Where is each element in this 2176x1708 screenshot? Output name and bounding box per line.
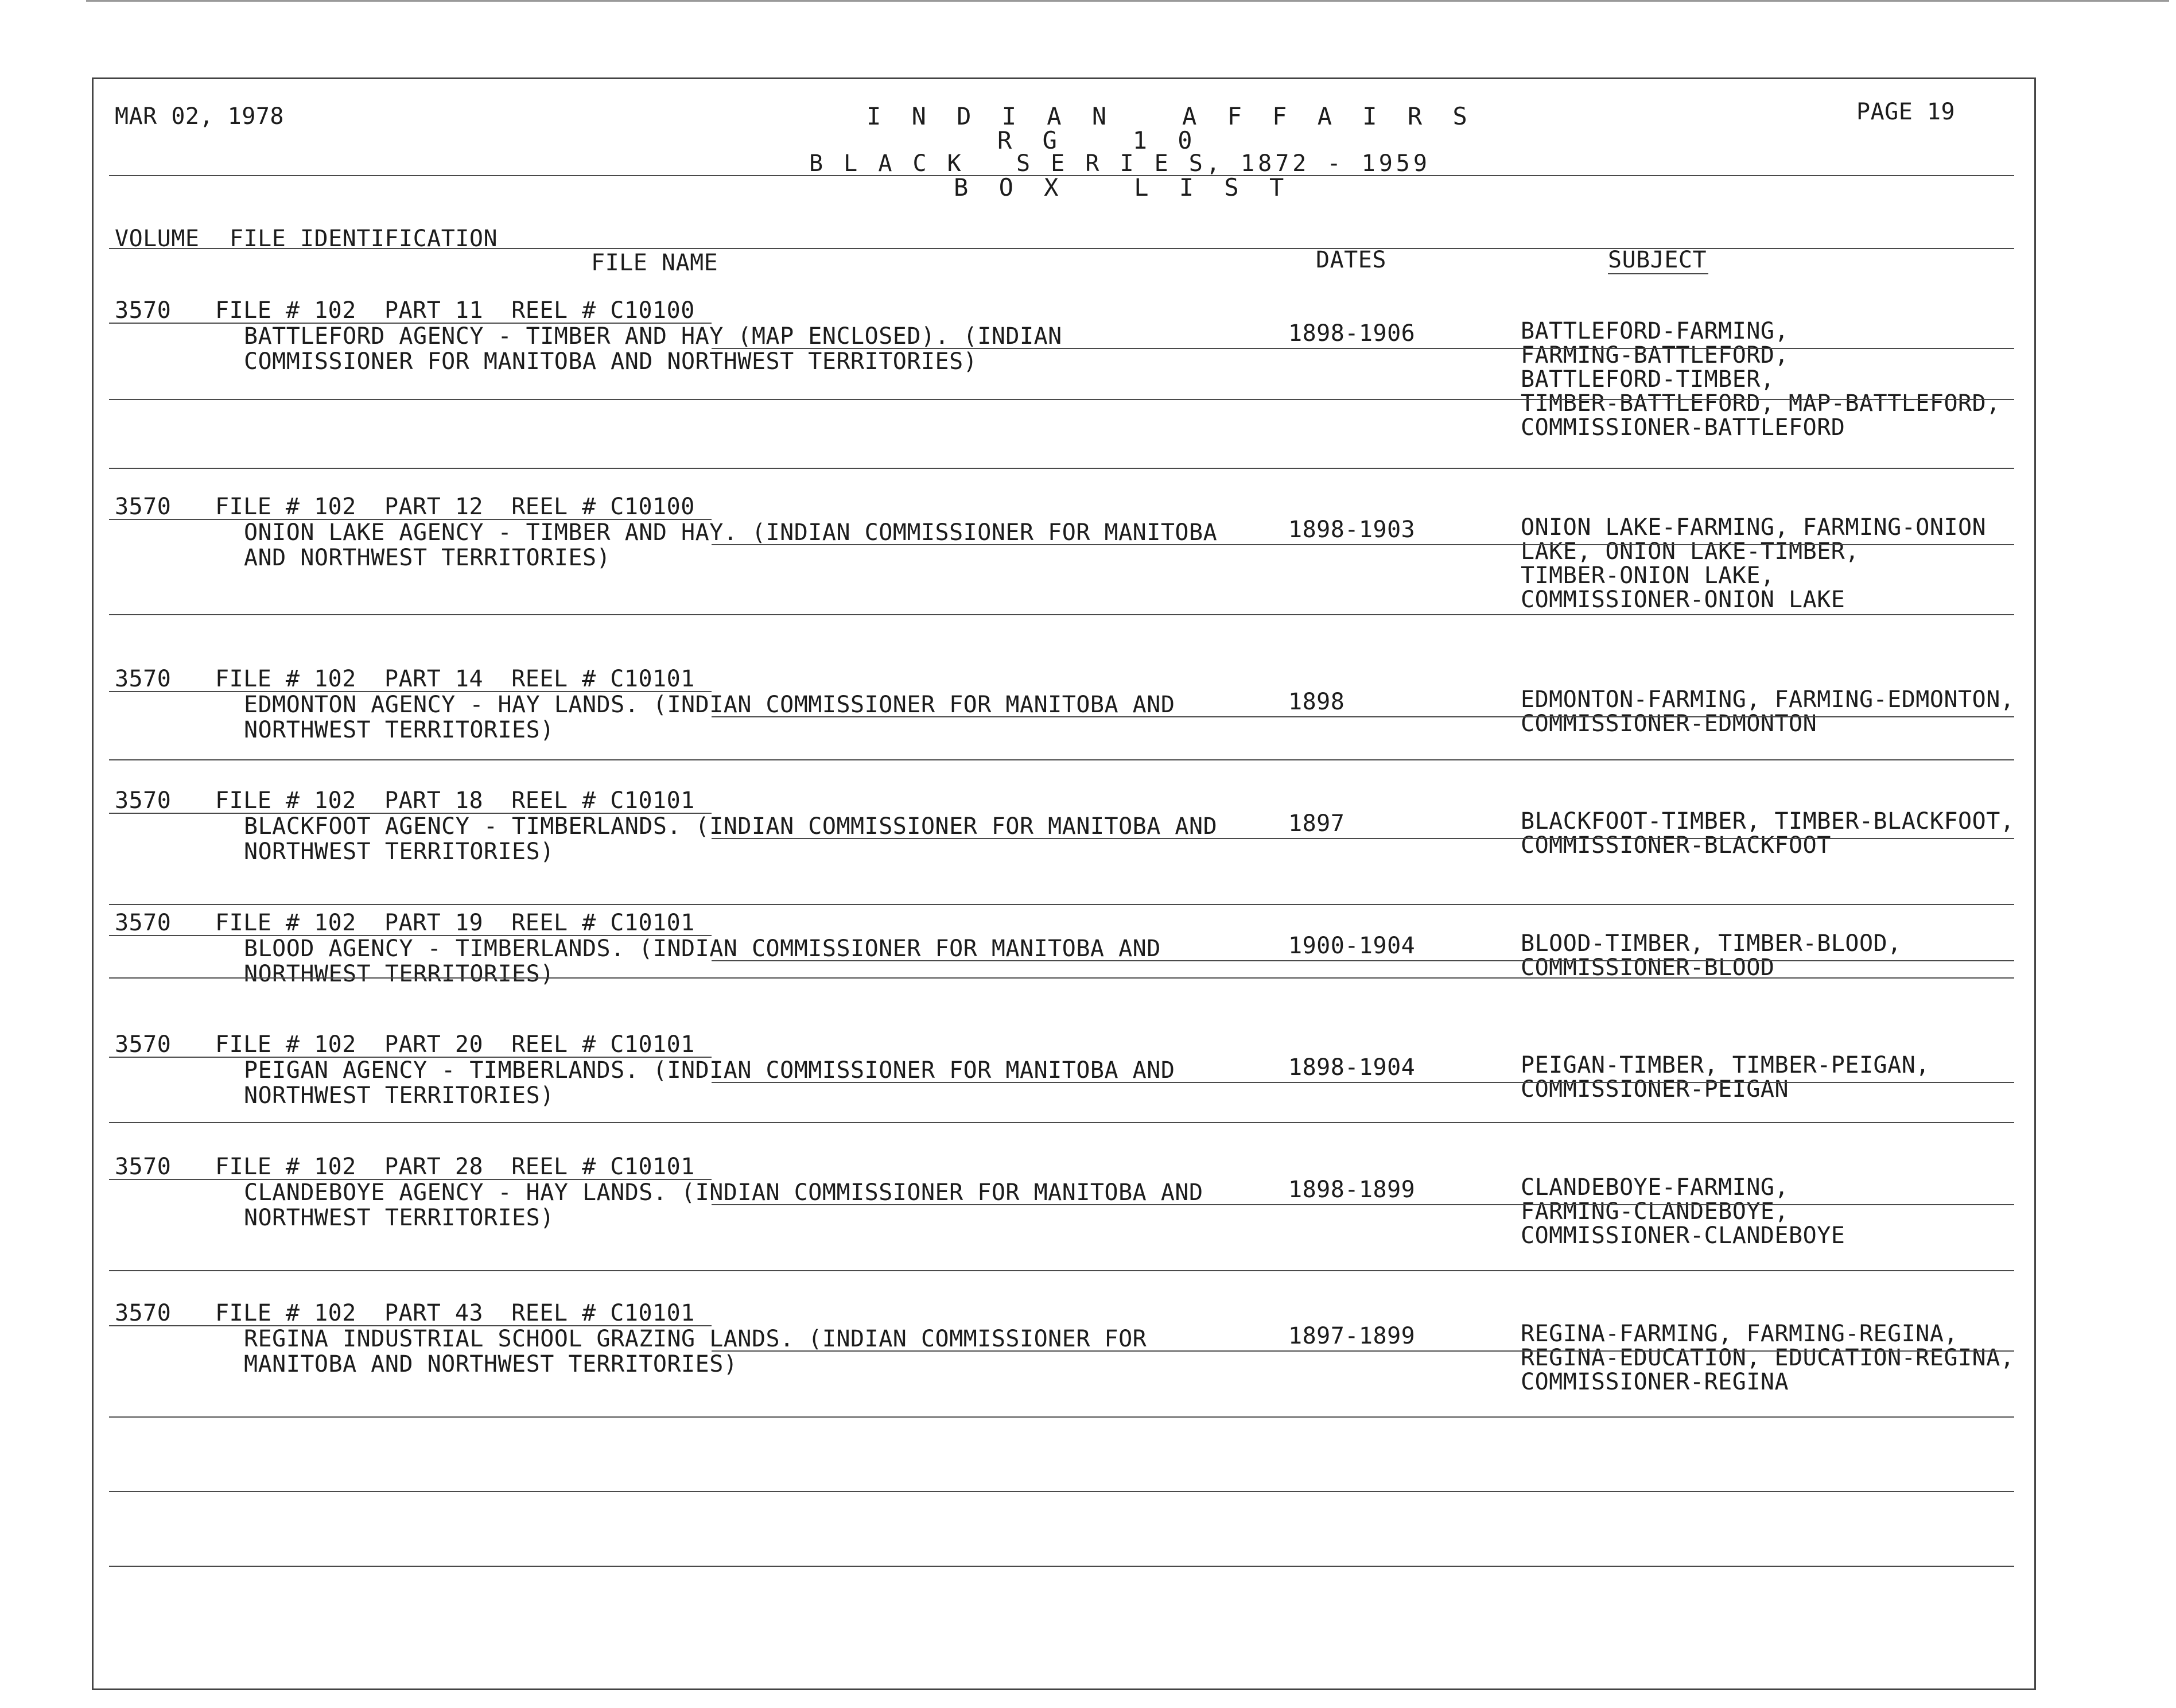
entry-volume: 3570: [115, 1031, 172, 1058]
entry-volume: 3570: [115, 1300, 172, 1326]
section-rule: [109, 468, 2014, 469]
entry-file-name-line: NORTHWEST TERRITORIES): [244, 1205, 554, 1231]
entry-file-name-line: NORTHWEST TERRITORIES): [244, 961, 554, 987]
entry-file-id: FILE # 102 PART 14 REEL # C10101: [215, 666, 695, 692]
entry-subject-line: BATTLEFORD-TIMBER,: [1521, 366, 1775, 393]
entry-subject-line: FARMING-BATTLEFORD,: [1521, 342, 1789, 368]
column-file-name: FILE NAME: [591, 250, 718, 276]
entry-dates: 1900-1904: [1288, 933, 1416, 959]
entry-volume: 3570: [115, 297, 172, 324]
entry-file-name-line: REGINA INDUSTRIAL SCHOOL GRAZING LANDS. (INDIAN COMMISSIONER FOR: [244, 1326, 1147, 1352]
entry-file-name-line: NORTHWEST TERRITORIES): [244, 1082, 554, 1109]
entry-file-name-line: CLANDEBOYE AGENCY - HAY LANDS. (INDIAN COMMISSIONER FOR MANITOBA AND: [244, 1179, 1203, 1206]
entry-subject-line: COMMISSIONER-BATTLEFORD: [1521, 414, 1845, 441]
entry-volume: 3570: [115, 910, 172, 936]
entry-rule: [712, 1204, 2014, 1205]
entry-volume: 3570: [115, 494, 172, 520]
page-number: PAGE 19: [1856, 99, 1956, 125]
column-volume: VOLUME: [115, 226, 200, 252]
header-rule: [109, 175, 2014, 176]
entry-rule: [712, 1350, 2014, 1352]
entry-file-id: FILE # 102 PART 18 REEL # C10101: [215, 787, 695, 814]
entry-rule: [712, 838, 2014, 839]
entry-subject-line: COMMISSIONER-REGINA: [1521, 1369, 1789, 1395]
entry-subject-line: TIMBER-ONION LAKE,: [1521, 562, 1775, 589]
report-date: MAR 02, 1978: [115, 103, 284, 130]
entry-volume: 3570: [115, 666, 172, 692]
entry-dates: 1898: [1288, 689, 1345, 715]
entry-dates: 1897: [1288, 810, 1345, 837]
entry-subject-line: CLANDEBOYE-FARMING,: [1521, 1174, 1789, 1201]
section-rule: [109, 399, 2014, 400]
entry-file-id: FILE # 102 PART 12 REEL # C10100: [215, 494, 695, 520]
section-rule: [109, 759, 2014, 760]
entry-subject-line: REGINA-EDUCATION, EDUCATION-REGINA,: [1521, 1345, 2015, 1371]
entry-dates: 1897-1899: [1288, 1323, 1416, 1349]
entry-file-id: FILE # 102 PART 43 REEL # C10101: [215, 1300, 695, 1326]
column-subject: SUBJECT: [1608, 247, 1707, 273]
entry-file-name-line: BATTLEFORD AGENCY - TIMBER AND HAY (MAP ENCLOSED). (INDIAN: [244, 323, 1062, 350]
entry-file-name-line: NORTHWEST TERRITORIES): [244, 717, 554, 743]
entry-rule: [712, 348, 2014, 349]
entry-volume: 3570: [115, 1154, 172, 1180]
entry-subject-line: BATTLEFORD-FARMING,: [1521, 318, 1789, 344]
entry-subject-line: ONION LAKE-FARMING, FARMING-ONION: [1521, 514, 1987, 541]
report-title: I N D I A N A F F A I R S: [866, 102, 1475, 130]
entry-dates: 1898-1904: [1288, 1054, 1416, 1081]
entry-file-name-line: BLOOD AGENCY - TIMBERLANDS. (INDIAN COMMISSIONER FOR MANITOBA AND: [244, 935, 1161, 962]
column-dates: DATES: [1316, 247, 1386, 273]
section-rule: [109, 977, 2014, 979]
section-rule: [109, 1491, 2014, 1492]
section-rule: [109, 1566, 2014, 1567]
entry-subject-line: LAKE, ONION LAKE-TIMBER,: [1521, 538, 1859, 565]
entry-subject-line: PEIGAN-TIMBER, TIMBER-PEIGAN,: [1521, 1052, 1930, 1078]
entry-dates: 1898-1906: [1288, 320, 1416, 347]
entry-file-id: FILE # 102 PART 28 REEL # C10101: [215, 1154, 695, 1180]
entry-file-name-line: NORTHWEST TERRITORIES): [244, 839, 554, 865]
entry-subject-line: BLACKFOOT-TIMBER, TIMBER-BLACKFOOT,: [1521, 808, 2015, 834]
entry-file-name-line: ONION LAKE AGENCY - TIMBER AND HAY. (INDIAN COMMISSIONER FOR MANITOBA: [244, 519, 1218, 546]
entry-subject-line: EDMONTON-FARMING, FARMING-EDMONTON,: [1521, 686, 2015, 713]
section-rule: [109, 1416, 2014, 1418]
entry-file-name-line: EDMONTON AGENCY - HAY LANDS. (INDIAN COMMISSIONER FOR MANITOBA AND: [244, 692, 1175, 718]
entry-subject-line: FARMING-CLANDEBOYE,: [1521, 1198, 1789, 1225]
record-group: R G 1 0: [997, 126, 1200, 154]
entry-subject-line: COMMISSIONER-CLANDEBOYE: [1521, 1222, 1845, 1249]
entry-rule: [712, 716, 2014, 717]
entry-file-name-line: AND NORTHWEST TERRITORIES): [244, 545, 611, 571]
entry-rule: [712, 544, 2014, 545]
column-file-identification: FILE IDENTIFICATION: [230, 226, 498, 252]
section-rule: [109, 904, 2014, 905]
entry-subject-line: BLOOD-TIMBER, TIMBER-BLOOD,: [1521, 930, 1902, 957]
entry-file-id: FILE # 102 PART 20 REEL # C10101: [215, 1031, 695, 1058]
entry-file-id: FILE # 102 PART 11 REEL # C10100: [215, 297, 695, 324]
section-rule: [109, 614, 2014, 615]
entry-dates: 1898-1899: [1288, 1177, 1416, 1203]
section-rule: [109, 1122, 2014, 1123]
entry-file-name-line: COMMISSIONER FOR MANITOBA AND NORTHWEST TERRITORIES): [244, 348, 978, 375]
entry-subject-line: REGINA-FARMING, FARMING-REGINA,: [1521, 1321, 1959, 1347]
series-title: B L A C K S E R I E S, 1872 - 1959: [809, 150, 1431, 177]
entry-subject-line: COMMISSIONER-PEIGAN: [1521, 1076, 1789, 1103]
entry-volume: 3570: [115, 787, 172, 814]
entry-subject-line: COMMISSIONER-BLOOD: [1521, 954, 1775, 981]
entry-dates: 1898-1903: [1288, 517, 1416, 543]
entry-subject-line: TIMBER-BATTLEFORD, MAP-BATTLEFORD,: [1521, 390, 2000, 417]
entry-subject-line: COMMISSIONER-ONION LAKE: [1521, 587, 1845, 613]
entry-file-name-line: MANITOBA AND NORTHWEST TERRITORIES): [244, 1351, 738, 1377]
entry-subject-line: COMMISSIONER-EDMONTON: [1521, 711, 1817, 737]
entry-rule: [712, 960, 2014, 961]
box-list-label: B O X L I S T: [954, 173, 1292, 201]
entry-file-id: FILE # 102 PART 19 REEL # C10101: [215, 910, 695, 936]
entry-file-name-line: BLACKFOOT AGENCY - TIMBERLANDS. (INDIAN COMMISSIONER FOR MANITOBA AND: [244, 813, 1218, 840]
page-top-edge: [86, 0, 2169, 2]
section-rule: [109, 1270, 2014, 1271]
entry-rule: [712, 1082, 2014, 1083]
entry-file-name-line: PEIGAN AGENCY - TIMBERLANDS. (INDIAN COMMISSIONER FOR MANITOBA AND: [244, 1057, 1175, 1084]
column-rule: [109, 248, 2014, 249]
entry-subject-line: COMMISSIONER-BLACKFOOT: [1521, 832, 1831, 859]
subject-underline: [1608, 273, 1708, 274]
